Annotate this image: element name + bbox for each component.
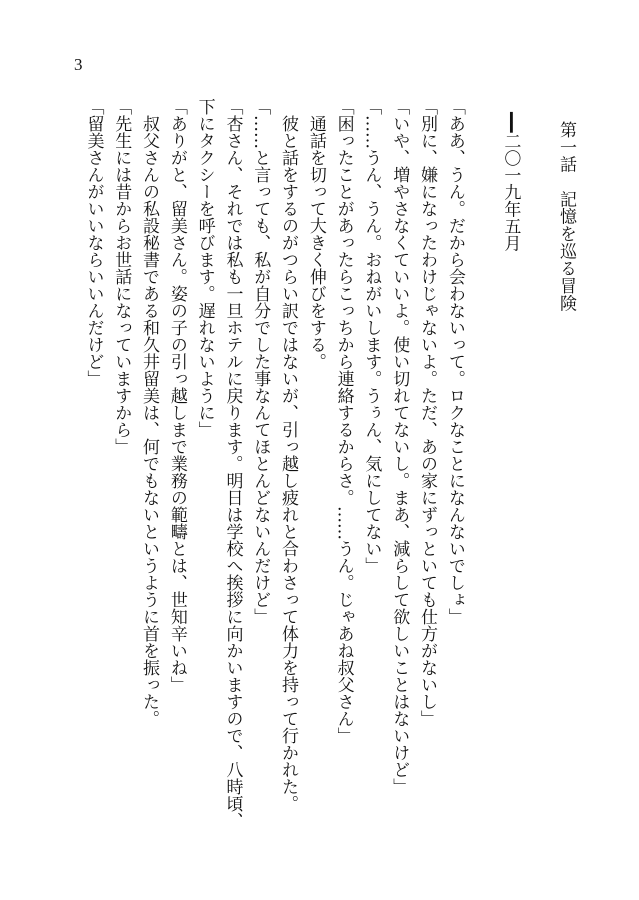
text-line: 「別に、嫌になったわけじゃないよ。ただ、あの家にずっといても仕方がないし」 xyxy=(417,98,438,727)
text-line: 「ありがと、留美さん。姿の子の引っ越しまで業務の範疇とは、世知辛いね」 xyxy=(166,98,187,693)
text-line: 下にタクシーを呼びます。遅れないように」 xyxy=(194,98,215,438)
text-line: 「困ったことがあったらこっちから連絡するからさ。……うん。じゃあね叔父さん」 xyxy=(333,98,354,744)
text-line: 「ああ、うん。だから会わないって。ロクなことになんないでしょ」 xyxy=(444,98,465,625)
chapter-title: 第一話 記憶を巡る冒険 xyxy=(556,121,576,312)
text-line: 「杏さん、それでは私も一旦ホテルに戻ります。明日は学校へ挨拶に向かいますので、八時頃、 xyxy=(222,98,243,829)
text-line: 彼と話をするのがつらい訳ではないが、引っ越し疲れと合わさって体力を持って行かれた。 xyxy=(278,98,299,812)
text-line: 「留美さんがいいならいいんだけど」 xyxy=(83,98,104,387)
vertical-text-block xyxy=(79,98,579,840)
date-heading: ━━二〇一九年五月 xyxy=(500,112,521,252)
text-line: 通話を切って大きく伸びをする。 xyxy=(305,98,326,370)
text-line: 「……と言っても、私が自分でした事なんてほとんどないんだけど」 xyxy=(250,98,271,625)
text-line: 「先生には昔からお世話になっていますから」 xyxy=(111,98,132,455)
blank-line xyxy=(468,98,496,840)
text-line: 「いや、増やさなくていいよ。使い切れてないし。まあ、減らして欲しいことはないけど」 xyxy=(389,98,410,795)
blank-line xyxy=(523,98,551,840)
text-line: 「……うん、うん。おねがいします。うぅん、気にしてない」 xyxy=(361,98,382,574)
text-line: 叔父さんの私設秘書である和久井留美は、何でもないというように首を振った。 xyxy=(139,98,160,727)
page-number: 3 xyxy=(74,55,83,74)
